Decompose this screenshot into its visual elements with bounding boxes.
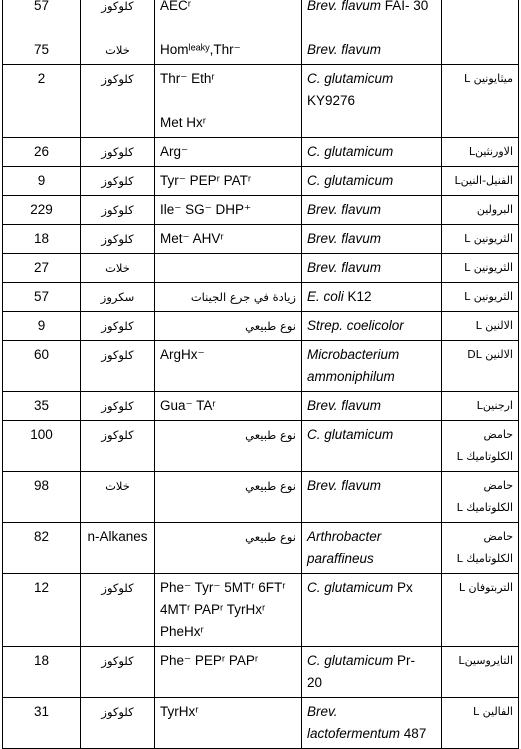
amino-acid-cell: الالنين L [442,312,519,341]
organism-cell: Arthrobacter paraffineus [302,523,442,574]
yield-cell: 98 [3,472,81,523]
yield-cell: 100 [3,421,81,472]
table-row [3,225,519,254]
table-row [3,574,519,647]
yield-cell: 18 [3,225,81,254]
organism-cell: C. glutamicum Px [302,574,442,647]
carbon-source-cell: كلوكوز [81,138,155,167]
yield-cell: 12 [3,574,81,647]
organism-cell: C. glutamicum [302,421,442,472]
amino-acid-cell: ارجنينL [442,392,519,421]
table-row [3,65,519,138]
amino-acid-cell: التربتوفان L [442,574,519,647]
yield-cell: 31 [3,698,81,749]
table-row [3,421,519,472]
carbon-source-cell: كلوكوز [81,196,155,225]
organism-cell: Brev. flavum [302,472,442,523]
genetic-marker-cell [155,254,302,283]
amino-acid-cell [442,0,519,65]
table-row [3,472,519,523]
carbon-source-cell: سكروز [81,283,155,312]
carbon-source-cell: خلات [81,472,155,523]
amino-acid-cell: ميثايونين L [442,65,519,138]
organism-cell: E. coli K12 [302,283,442,312]
table-row [3,254,519,283]
table-row [3,0,519,65]
carbon-source-cell: خلات [81,254,155,283]
yield-cell: 27 [3,254,81,283]
table-row [3,283,519,312]
organism-cell: C. glutamicum [302,138,442,167]
genetic-marker-cell: نوع طبيعي [155,523,302,574]
carbon-source-cell: كلوكوز [81,647,155,698]
genetic-marker-cell: ArgHx⁻ [155,341,302,392]
carbon-source-cell: كلوكوز [81,392,155,421]
genetic-marker-cell: Arg⁻ [155,138,302,167]
amino-acid-cell: حامض الكلوتاميك L [442,472,519,523]
table-row [3,523,519,574]
amino-acid-cell: الثريونين L [442,254,519,283]
yield-cell: 26 [3,138,81,167]
carbon-source-cell: كلوكوز [81,421,155,472]
table-row [3,138,519,167]
carbon-source-cell: كلوكوز خلات [81,0,155,65]
amino-acid-cell: حامض الكلوتاميك L [442,421,519,472]
organism-cell: C. glutamicum Pr- 20 [302,647,442,698]
organism-cell: Brev. lactofermentum 487 [302,698,442,749]
genetic-marker-cell: Phe⁻ Tyr⁻ 5MTʳ 6FTʳ 4MTʳ PAPʳ TyrHxʳ PheHxʳ [155,574,302,647]
table-row [3,392,519,421]
amino-acid-cell: حامض الكلوتاميك L [442,523,519,574]
organism-cell: C. glutamicum [302,167,442,196]
carbon-source-cell: n-Alkanes [81,523,155,574]
amino-acid-cell: الثريونين L [442,225,519,254]
amino-acid-cell: الفنيل-النينL [442,167,519,196]
amino-acid-cell: الفالين L [442,698,519,749]
table-row [3,167,519,196]
genetic-marker-cell: AECʳ Homˡᵉᵃᵏʸ,Thr⁻ [155,0,302,65]
yield-cell: 82 [3,523,81,574]
genetic-marker-cell: Ile⁻ SG⁻ DHP⁺ [155,196,302,225]
amino-acid-cell: الاورنثينL [442,138,519,167]
yield-cell: 229 [3,196,81,225]
organism-cell: Brev. flavum [302,196,442,225]
organism-cell: Brev. flavum FAI- 30 Brev. flavum [302,0,442,65]
organism-cell: Brev. flavum [302,392,442,421]
genetic-marker-cell: Gua⁻ TAʳ [155,392,302,421]
amino-acid-cell: التايروسينL [442,647,519,698]
carbon-source-cell: كلوكوز [81,167,155,196]
genetic-marker-cell: نوع طبيعي [155,472,302,523]
genetic-marker-cell: Thr⁻ Ethʳ Met Hxʳ [155,65,302,138]
organism-cell: C. glutamicum KY9276 [302,65,442,138]
genetic-marker-cell: Phe⁻ PEPʳ PAPʳ [155,647,302,698]
carbon-source-cell: كلوكوز [81,65,155,138]
carbon-source-cell: كلوكوز [81,698,155,749]
amino-acid-cell: الثريونين L [442,283,519,312]
organism-cell: Strep. coelicolor [302,312,442,341]
yield-cell: 57 75 [3,0,81,65]
strains-table [2,0,519,749]
organism-cell: Brev. flavum [302,254,442,283]
strains-table-body [3,0,519,749]
genetic-marker-cell: نوع طبيعي [155,312,302,341]
organism-cell: Microbacterium ammoniphilum [302,341,442,392]
amino-acid-cell: الالنين DL [442,341,519,392]
carbon-source-cell: كلوكوز [81,312,155,341]
genetic-marker-cell: نوع طبيعي [155,421,302,472]
table-row [3,698,519,749]
yield-cell: 57 [3,283,81,312]
carbon-source-cell: كلوكوز [81,574,155,647]
table-row [3,196,519,225]
genetic-marker-cell: Met⁻ AHVʳ [155,225,302,254]
yield-cell: 18 [3,647,81,698]
yield-cell: 2 [3,65,81,138]
yield-cell: 35 [3,392,81,421]
yield-cell: 9 [3,167,81,196]
table-row [3,341,519,392]
yield-cell: 9 [3,312,81,341]
genetic-marker-cell: Tyr⁻ PEPʳ PATʳ [155,167,302,196]
genetic-marker-cell: زيادة في جرع الجينات [155,283,302,312]
genetic-marker-cell: TyrHxʳ [155,698,302,749]
organism-cell: Brev. flavum [302,225,442,254]
carbon-source-cell: كلوكوز [81,225,155,254]
amino-acid-cell: البرولين [442,196,519,225]
table-row [3,312,519,341]
carbon-source-cell: كلوكوز [81,341,155,392]
yield-cell: 60 [3,341,81,392]
table-row [3,647,519,698]
